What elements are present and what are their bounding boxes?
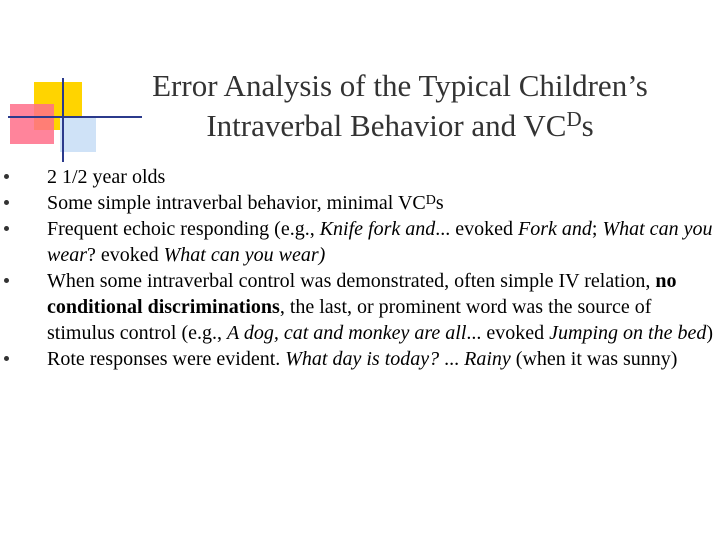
title-line-2 — [80, 106, 720, 146]
bullet-dot-icon — [4, 356, 9, 361]
bullet-dot-icon — [4, 278, 9, 283]
bullet-text: ... — [439, 348, 465, 370]
example-italic: Knife fork and — [319, 218, 436, 240]
bullet-list — [0, 164, 720, 372]
bullet-text: ; — [591, 218, 603, 240]
title-line-2-suffix: s — [581, 108, 594, 143]
bullet-dot-icon — [4, 200, 9, 205]
bullet-item — [0, 190, 720, 216]
example-italic: What day is today? — [285, 348, 440, 370]
title-superscript: D — [566, 107, 582, 131]
bullet-text: (when it was sunny) — [510, 348, 678, 370]
emphasis-bold: no conditional discriminations — [47, 270, 677, 318]
example-italic: A dog, cat and monkey are all — [226, 322, 467, 344]
bullet-text-suffix: s — [435, 192, 444, 214]
bullet-text: ) — [706, 322, 714, 344]
example-italic: What can you wear) — [163, 244, 326, 266]
bullet-text: ... evoked — [435, 218, 519, 240]
logo-red-square — [10, 104, 54, 144]
title-line-1: Error Analysis of the Typical Children’s — [152, 68, 648, 103]
title-line-2-text: Intraverbal Behavior and VC — [206, 108, 567, 143]
bullet-dot-icon — [4, 226, 9, 231]
bullet-text: When some intraverbal control was demonstrated, often simple IV relation, — [47, 270, 656, 292]
bullet-text: Some simple intraverbal behavior, minimal VC — [47, 192, 426, 214]
bullet-item — [0, 268, 720, 346]
slide-title — [80, 66, 720, 146]
bullet-text: Rote responses were evident. — [47, 348, 286, 370]
example-italic: Fork and — [518, 218, 592, 240]
bullet-text: ? evoked — [87, 244, 164, 266]
example-italic: Jumping on the bed — [549, 322, 707, 344]
bullet-dot-icon — [4, 174, 9, 179]
bullet-item — [0, 164, 720, 190]
example-italic: Rainy — [464, 348, 511, 370]
example-italic: What can you wear — [47, 218, 713, 266]
bullet-superscript: D — [425, 193, 436, 208]
logo-vertical-line — [62, 78, 64, 162]
bullet-text: ... evoked — [466, 322, 550, 344]
bullet-text: Frequent echoic responding (e.g., — [47, 218, 320, 240]
bullet-item — [0, 216, 720, 268]
bullet-text: , the last, or prominent word was the source of stimulus control (e.g., — [47, 296, 652, 344]
bullet-text: 2 1/2 year olds — [47, 166, 166, 188]
bullet-item — [0, 346, 720, 372]
